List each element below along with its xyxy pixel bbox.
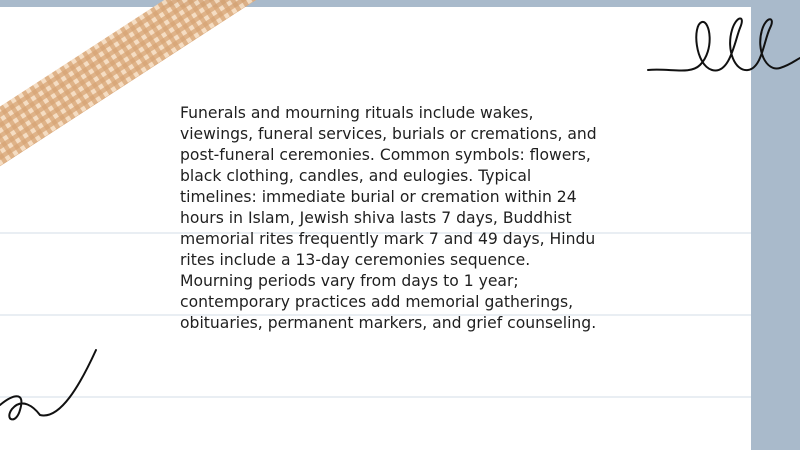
slide-body-text: Funerals and mourning rituals include wakes, viewings, funeral services, burials or cremations, and post-funeral ceremonies. Common symbols: flowers, black clothing, candles, and eulogies. Typical timelines: immediate burial or cremation within 24 hours in Islam, Jewish shiva lasts 7 days, Buddhist memorial rites frequently mark 7 and 49 days, Hindu rites include a 13-day ceremonies sequence. Mourning periods vary from days to 1 year; contemporary practices add memorial gatherings, obituaries, permanent markers, and grief counseling. [180, 104, 597, 332]
scribble-swirl-decoration [0, 345, 110, 435]
scribble-loops-decoration [640, 10, 800, 90]
